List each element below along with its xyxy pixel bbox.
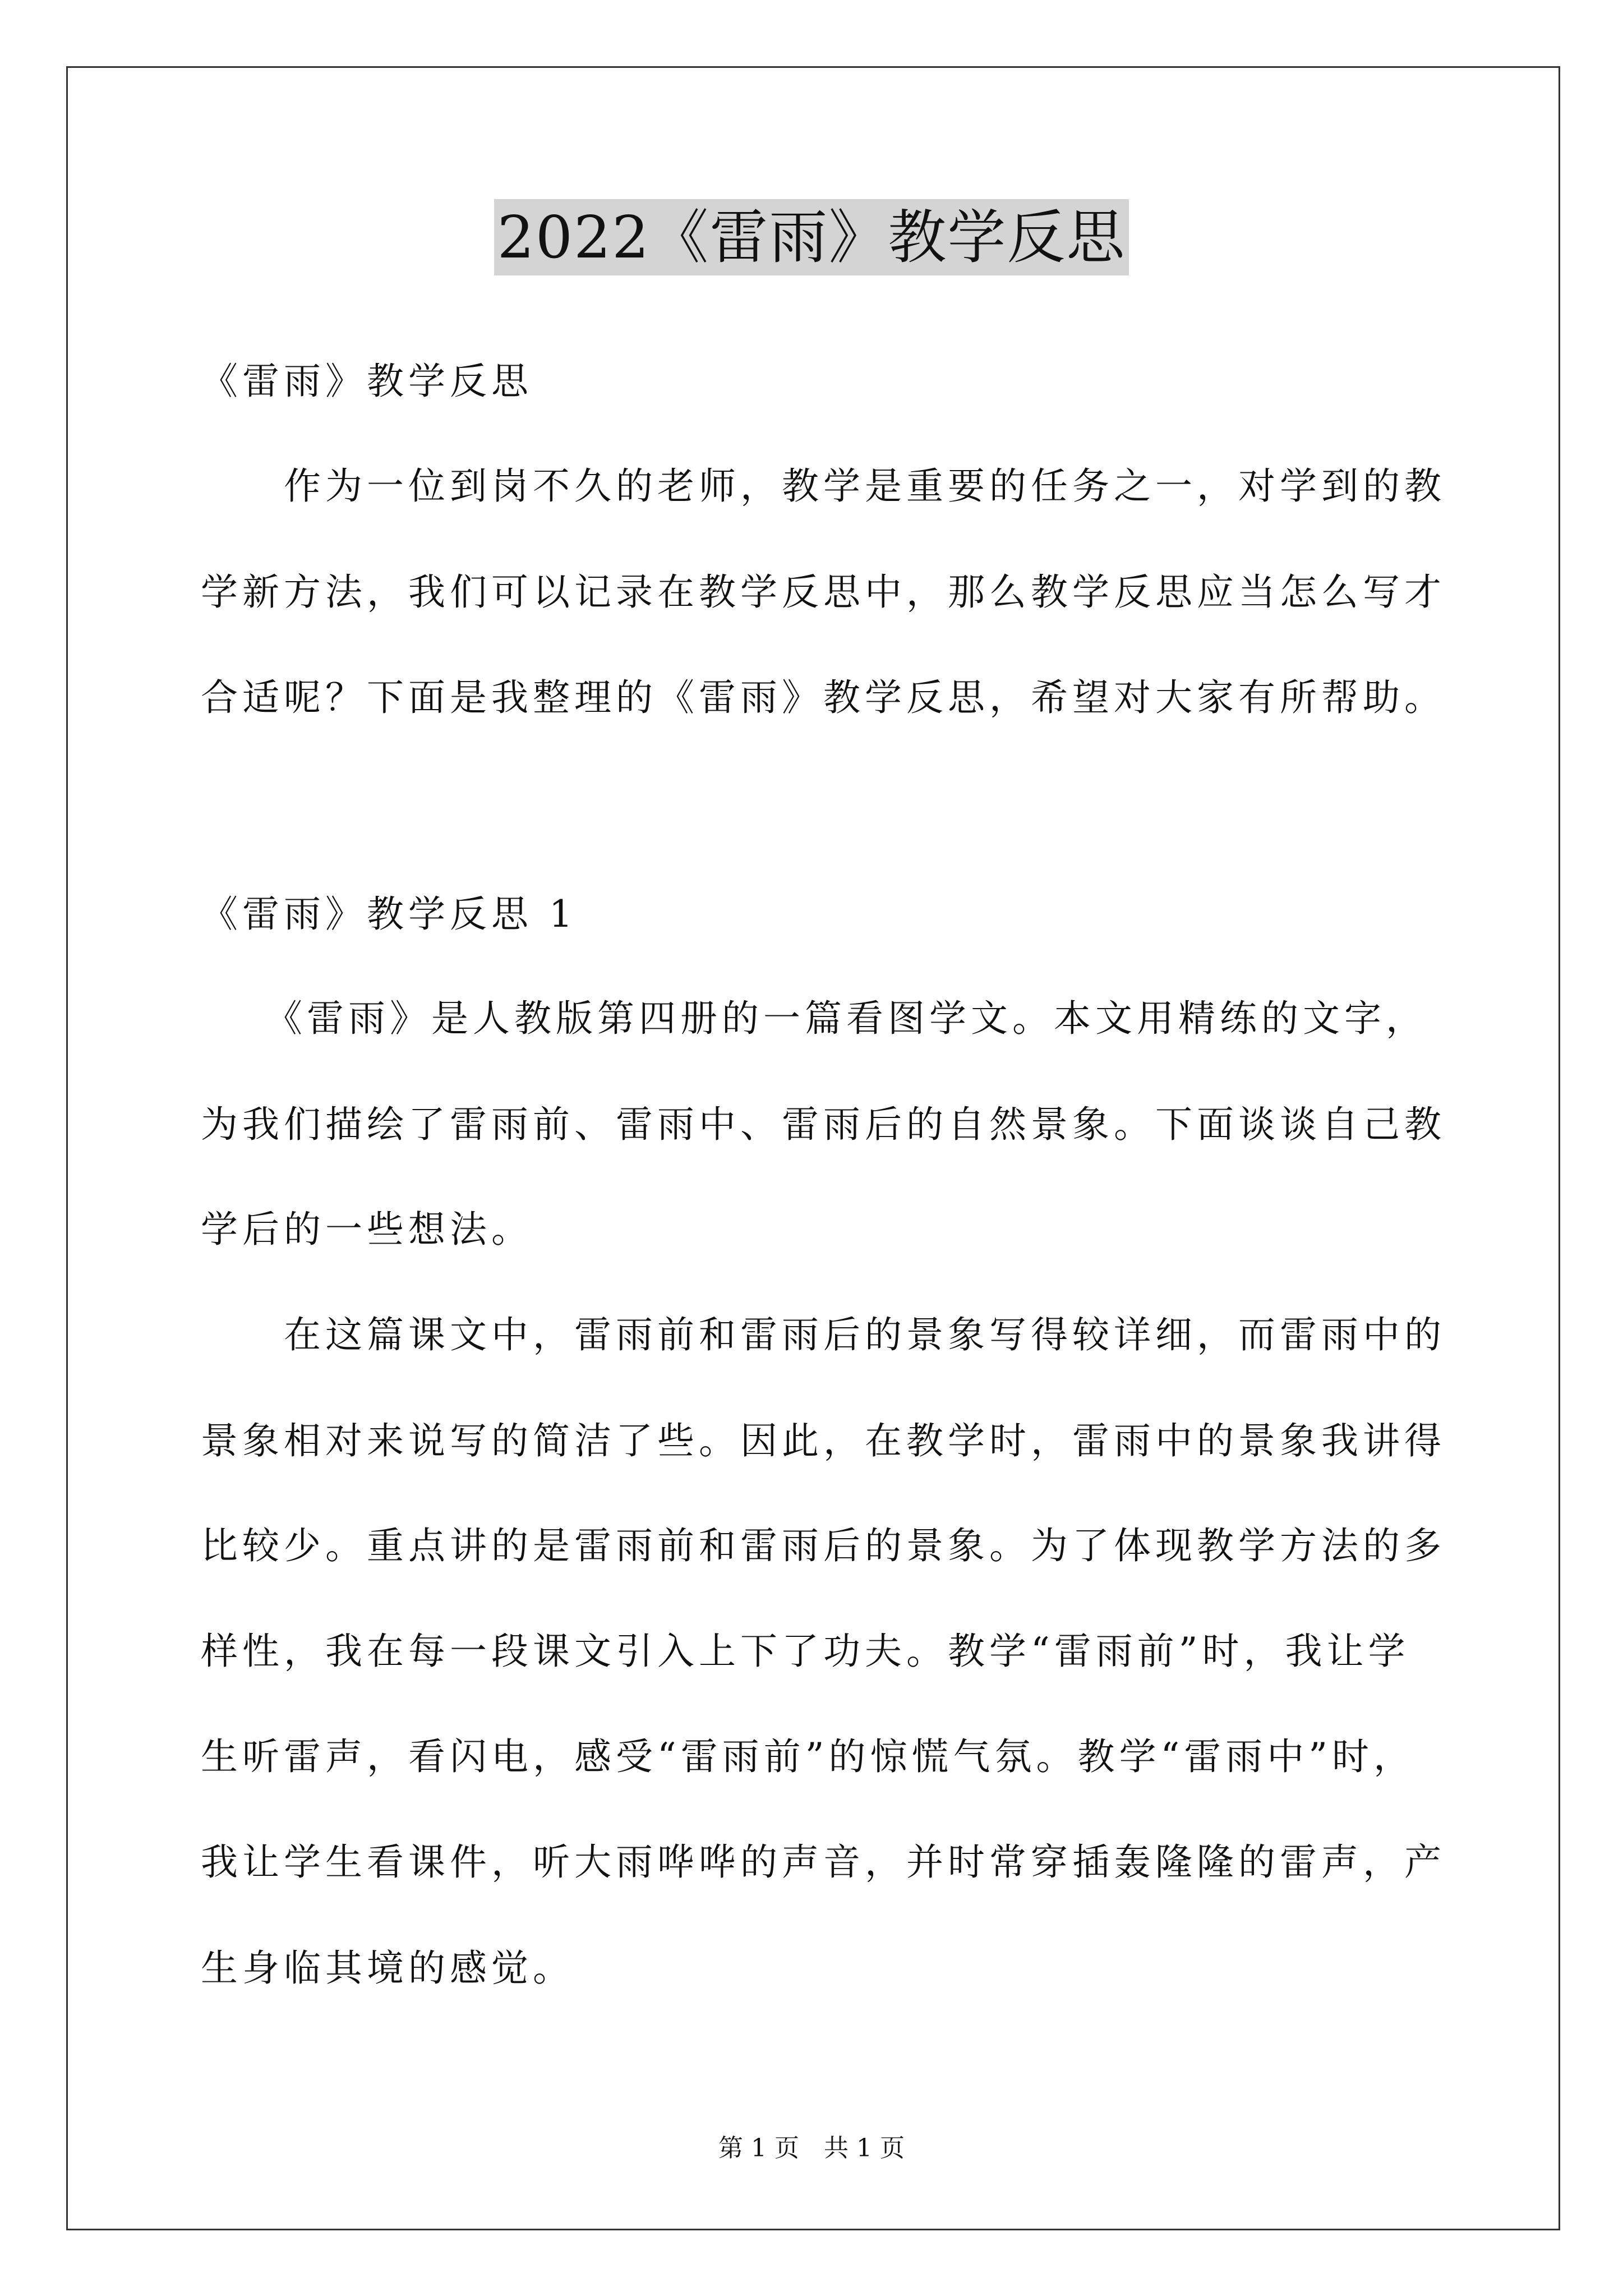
paragraph2-line-2: 景象相对来说写的简洁了些。因此，在教学时，雷雨中的景象我讲得 [201, 1419, 1446, 1462]
document-subtitle: 《雷雨》教学反思 [201, 360, 533, 403]
intro-line-2: 学新方法，我们可以记录在教学反思中，那么教学反思应当怎么写才 [201, 570, 1446, 614]
intro-line-3: 合适呢？下面是我整理的《雷雨》教学反思，希望对大家有所帮助。 [201, 676, 1446, 719]
paragraph1-line-2: 为我们描绘了雷雨前、雷雨中、雷雨后的自然景象。下面谈谈自己教 [201, 1103, 1446, 1146]
paragraph2-line-4: 样性，我在每一段课文引入上下了功夫。教学“雷雨前”时，我让学 [201, 1630, 1410, 1673]
section-heading: 《雷雨》教学反思 1 [201, 892, 577, 936]
paragraph1-line-3: 学后的一些想法。 [201, 1208, 533, 1251]
intro-line-1: 作为一位到岗不久的老师，教学是重要的任务之一，对学到的教 [201, 464, 1446, 508]
paragraph2-line-3: 比较少。重点讲的是雷雨前和雷雨后的景象。为了体现教学方法的多 [201, 1524, 1446, 1567]
title-wrapper [0, 199, 1623, 275]
page-number-footer: 第 1 页 共 1 页 [718, 2134, 905, 2162]
document-title: 2022《雷雨》教学反思 [494, 199, 1129, 275]
paragraph2-line-6: 我让学生看课件，听大雨哗哗的声音，并时常穿插轰隆隆的雷声，产 [201, 1841, 1446, 1884]
paragraph2-line-1: 在这篇课文中，雷雨前和雷雨后的景象写得较详细，而雷雨中的 [201, 1313, 1446, 1356]
paragraph2-line-5: 生听雷声，看闪电，感受“雷雨前”的惊慌气氛。教学“雷雨中”时， [201, 1735, 1415, 1778]
paragraph1-line-1: 《雷雨》是人教版第四册的一篇看图学文。本文用精练的文字， [201, 997, 1427, 1040]
paragraph2-line-7: 生身临其境的感觉。 [201, 1947, 574, 1990]
